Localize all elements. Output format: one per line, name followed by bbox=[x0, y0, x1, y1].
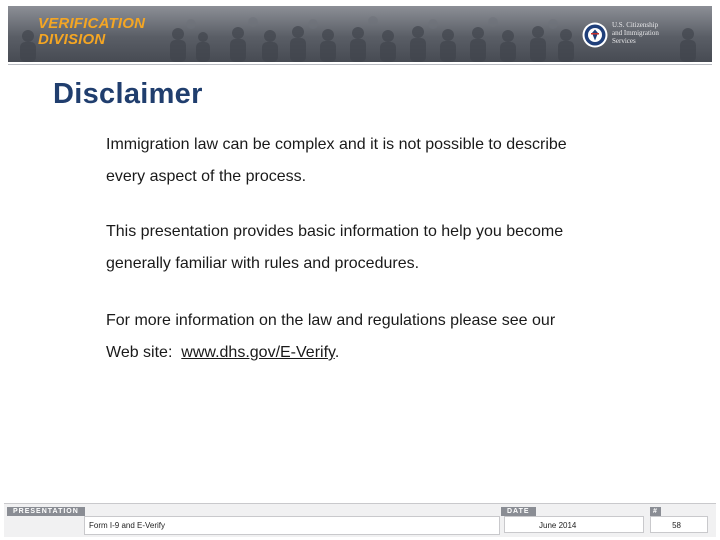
presentation-label: PRESENTATION bbox=[7, 507, 85, 516]
website-suffix: . bbox=[334, 344, 340, 361]
division-line-1: VERIFICATION bbox=[38, 15, 146, 32]
paragraph-1-line-2: every aspect of the process. bbox=[106, 168, 307, 185]
paragraph-2 bbox=[106, 216, 686, 280]
agency-line-2: and Immigration bbox=[612, 29, 659, 37]
paragraph-1-line-1: Immigration law can be complex and it is not possible to describe bbox=[106, 136, 567, 153]
presentation-value: Form I-9 and E-Verify bbox=[84, 516, 500, 535]
paragraph-1 bbox=[106, 129, 686, 193]
agency-name bbox=[612, 21, 659, 45]
agency-line-3: Services bbox=[612, 37, 636, 45]
dhs-seal-icon bbox=[582, 22, 608, 48]
division-line-2: DIVISION bbox=[38, 31, 106, 48]
division-wordmark bbox=[38, 16, 145, 48]
paragraph-3-line-2 bbox=[106, 337, 686, 369]
page-number-value: 58 bbox=[650, 516, 708, 533]
website-prefix: Web site: bbox=[106, 344, 182, 361]
paragraph-2-line-1: This presentation provides basic information to help you become bbox=[106, 223, 564, 240]
header-banner bbox=[8, 6, 712, 62]
footer-bar bbox=[4, 503, 716, 537]
paragraph-3-line-1: For more information on the law and regulations please see our bbox=[106, 312, 556, 329]
header-divider bbox=[8, 64, 712, 65]
slide-title: Disclaimer bbox=[53, 78, 203, 110]
everify-link[interactable]: www.dhs.gov/E-Verify bbox=[181, 344, 335, 361]
agency-line-1: U.S. Citizenship bbox=[612, 21, 659, 29]
paragraph-2-line-2: generally familiar with rules and procedures. bbox=[106, 255, 420, 272]
page-number-label: # bbox=[650, 507, 661, 516]
date-value: June 2014 bbox=[504, 516, 644, 533]
date-label: DATE bbox=[501, 507, 536, 516]
paragraph-3 bbox=[106, 305, 686, 369]
